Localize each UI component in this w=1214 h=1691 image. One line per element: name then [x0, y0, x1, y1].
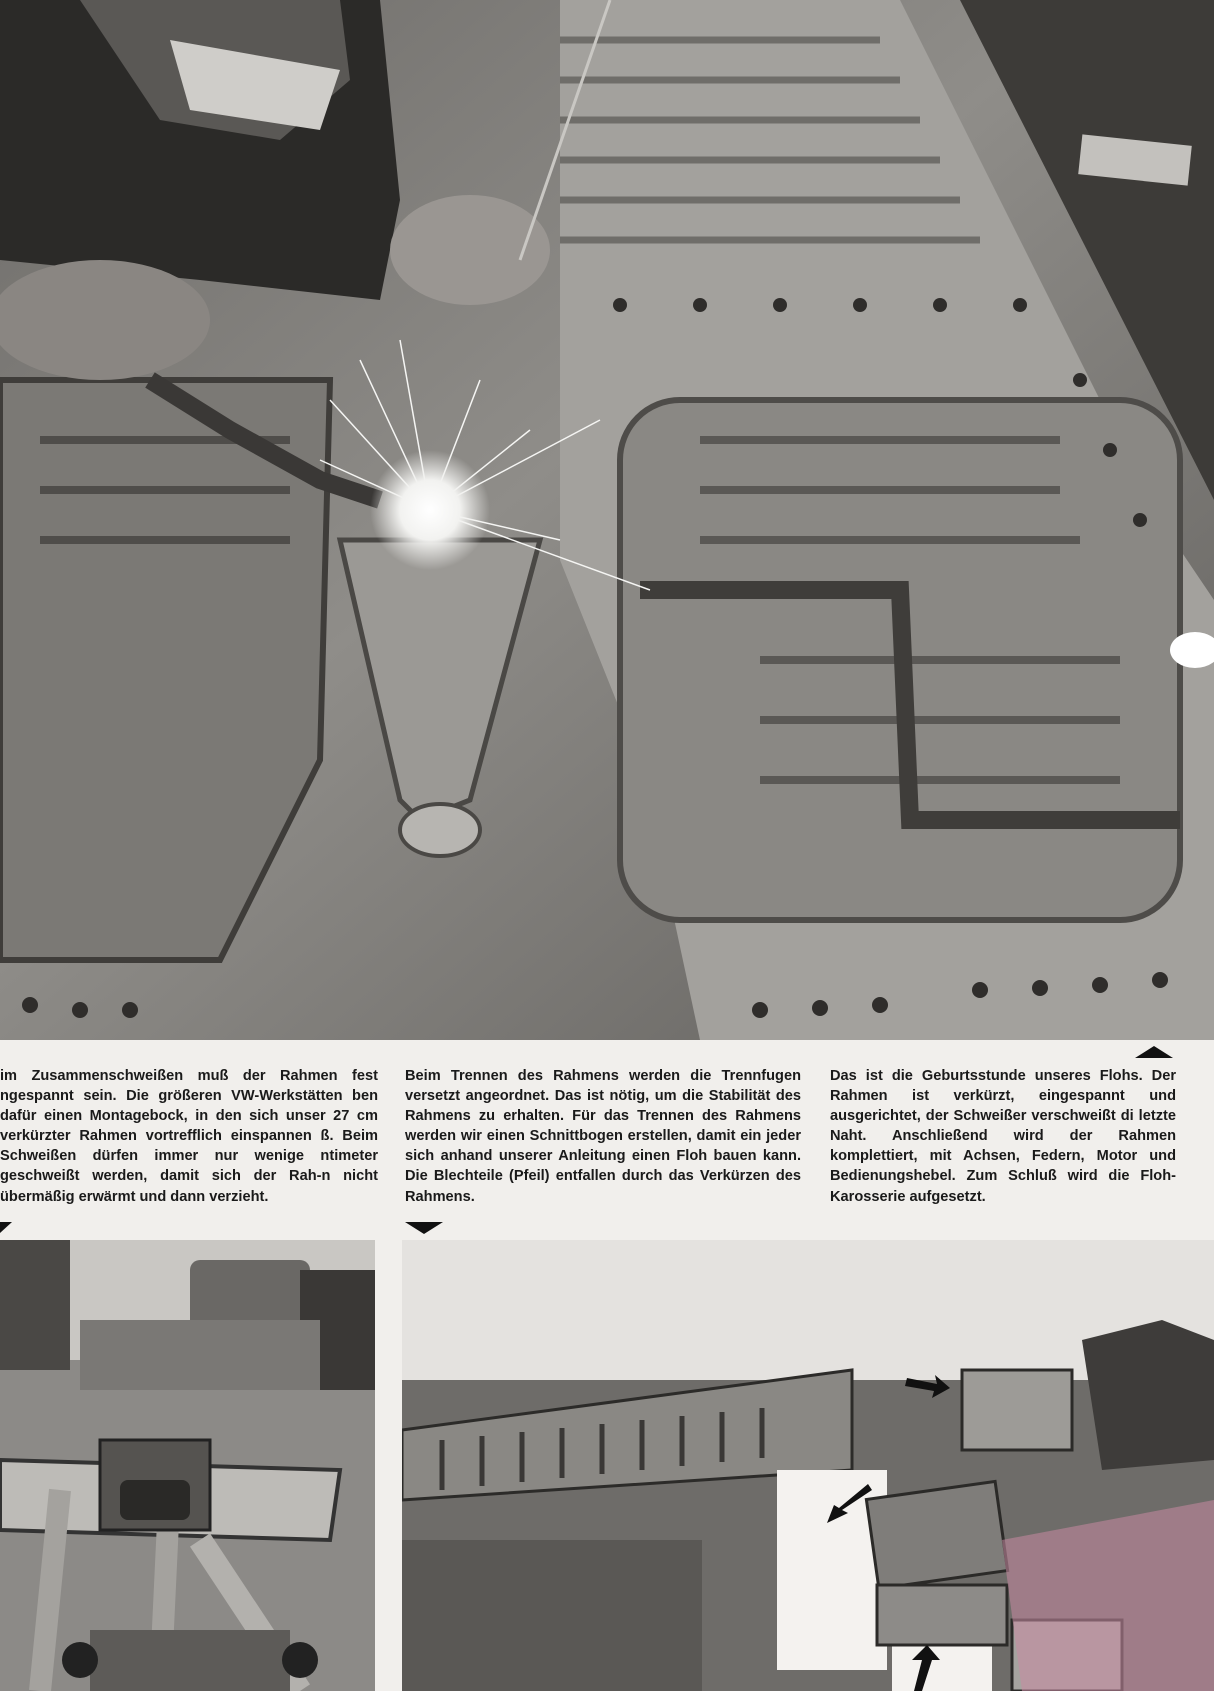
pointer-up-arrow-icon — [1135, 1046, 1173, 1058]
caption-middle: Beim Trennen des Rahmens werden die Trennfugen versetzt angeordnet. Das ist nötig, um die Stabilität des Rahmens zu erhalten. Für das Trennen des Rahmens werden wir einen Schnittbogen erstellen, damit ein jeder sich anhand unserer Anleitung einen Floh bauen kann. Die Blechteile (Pfeil) entfallen durch das Verkürzen des Rahmens. — [405, 1068, 801, 1205]
pointer-down-arrow-icon — [405, 1222, 443, 1234]
pointer-down-arrow-icon — [0, 1222, 12, 1233]
caption-left: im Zusammenschweißen muß der Rahmen fest ngespannt sein. Die größeren VW-Werkstätten ben dafür einen Montagebock, in den sich unser 27 cm verkürzter Rahmen vortrefflich einspannen ß. Beim Schweißen dürfen immer nur wenige ntimeter geschweißt werden, damit sich der Rah-n nicht übermäßig erwärmt und dann verzieht. — [0, 1068, 378, 1205]
caption-right: Das ist die Geburtsstunde unseres Flohs. Der Rahmen ist verkürzt, eingespannt und ausgerichtet, der Schweißer verschweißt di letzte Naht. Anschließend wird der Rahmen komplettiert, mit Achsen, Federn, Motor und Bedienungshebel. Zum Schluß wird die Floh-Karosserie aufgesetzt. — [830, 1068, 1176, 1205]
bottom-left-photo-frame-jig — [0, 1240, 375, 1691]
bottom-right-photo-sheet-parts — [402, 1240, 1214, 1691]
